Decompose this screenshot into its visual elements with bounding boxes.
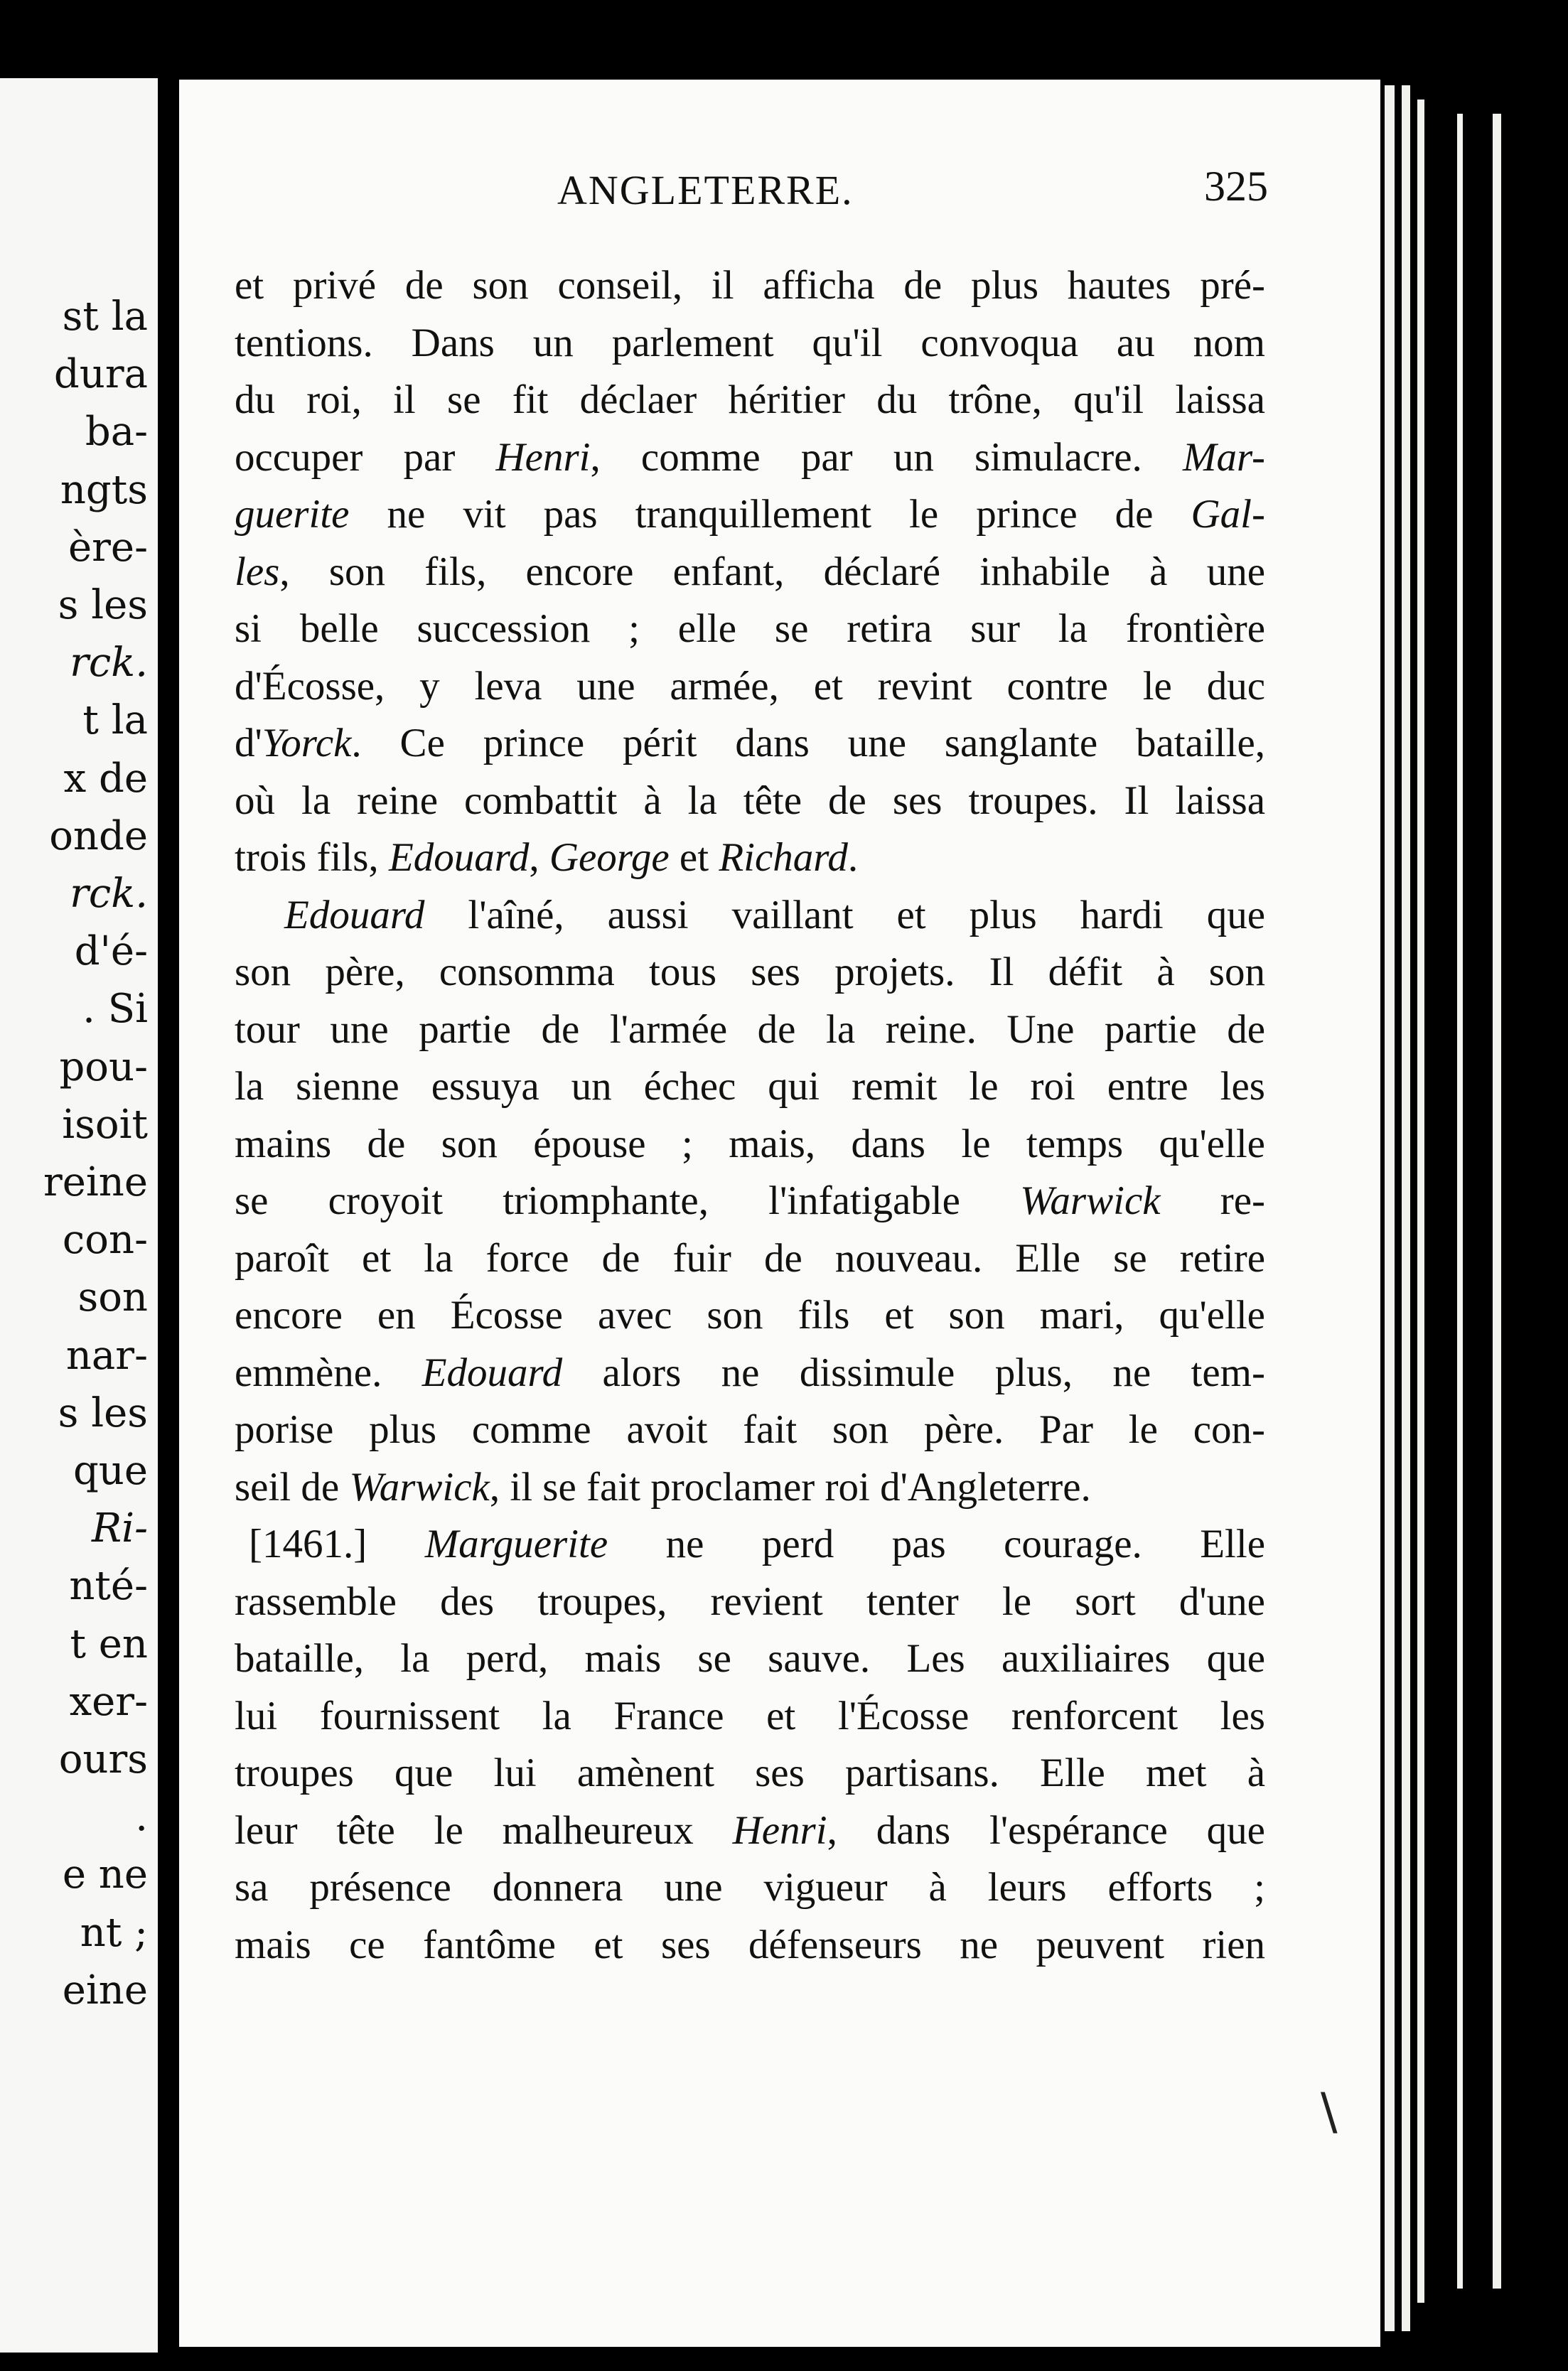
text-run: bataille, la perd, mais se sauve. Les auxiliaires que xyxy=(235,1636,1265,1681)
text-run: , dans l'espérance que xyxy=(827,1807,1265,1853)
previous-page-line: d'é- xyxy=(74,928,148,975)
text-line xyxy=(235,1802,1265,1860)
previous-page-line: x de xyxy=(63,755,148,802)
text-run: . xyxy=(847,835,859,880)
text-run: alors ne dissimule plus, ne tem- xyxy=(562,1350,1265,1395)
text-line xyxy=(235,1345,1265,1402)
text-line xyxy=(235,544,1265,601)
italic-name: guerite xyxy=(235,492,350,537)
previous-page-line: ngts xyxy=(60,466,148,513)
previous-page-line: e ne xyxy=(62,1851,148,1898)
previous-page-line: ours xyxy=(58,1736,148,1783)
text-run: mains de son épouse ; mais, dans le temps qu'elle xyxy=(235,1121,1265,1166)
italic-name: Henri xyxy=(495,434,591,480)
italic-name: Richard xyxy=(719,835,848,880)
italic-name: les xyxy=(235,549,280,594)
text-run: où la reine combattit à la tête de ses troupes. Il laissa xyxy=(235,778,1265,823)
previous-page-line: con- xyxy=(62,1217,148,1264)
text-run: re- xyxy=(1160,1178,1265,1223)
previous-page-line: pou- xyxy=(59,1043,148,1090)
previous-page-line: s les xyxy=(58,582,148,628)
text-run: ne perd pas courage. Elle xyxy=(608,1522,1265,1566)
text-run: lui fournissent la France et l'Écosse renforcent les xyxy=(235,1693,1265,1738)
previous-page-line: . Si xyxy=(82,986,148,1033)
previous-page-line: rck. xyxy=(70,871,148,917)
text-line xyxy=(235,1745,1265,1802)
body-text xyxy=(235,257,1265,1974)
text-run: ne vit pas tranquillement le prince de xyxy=(349,492,1191,537)
text-line xyxy=(235,486,1265,544)
previous-page-line: ba- xyxy=(85,409,148,456)
text-run: mais ce fantôme et ses défenseurs ne peuvent rien xyxy=(235,1922,1265,1967)
italic-name: Warwick xyxy=(1020,1178,1161,1223)
text-line xyxy=(235,429,1265,487)
previous-page-line: Ri- xyxy=(92,1505,148,1552)
text-run: encore en Écosse avec son fils et son mari, qu'elle xyxy=(235,1293,1265,1338)
text-run: , xyxy=(529,835,549,880)
page-number: 325 xyxy=(1204,163,1268,210)
previous-page-line: ère- xyxy=(68,524,148,571)
previous-page-line: . xyxy=(135,1794,148,1841)
italic-name: Gal- xyxy=(1191,492,1265,537)
text-run: emmène. xyxy=(235,1350,422,1395)
text-run: d'Écosse, y leva une armée, et revint contre le duc xyxy=(235,663,1265,709)
text-line xyxy=(235,1058,1265,1116)
text-line xyxy=(235,1859,1265,1917)
text-run: porise plus comme avoit fait son père. Par le con- xyxy=(235,1407,1265,1452)
text-line xyxy=(235,887,1265,945)
text-run: trois fils, xyxy=(235,835,389,880)
text-run: troupes que lui amènent ses partisans. Elle met à xyxy=(235,1751,1265,1795)
text-run: occuper par xyxy=(235,434,496,480)
previous-page-line: que xyxy=(73,1448,148,1494)
italic-name: Marguerite xyxy=(424,1522,608,1566)
text-run: la xyxy=(635,377,665,422)
previous-page-line: eine xyxy=(62,1967,148,2014)
text-run: er héritier du trône, qu'il laissa xyxy=(665,377,1265,422)
text-run: tour une partie de l'armée de la reine. Une partie de xyxy=(235,1006,1265,1052)
text-line xyxy=(235,257,1265,315)
text-run: leur tête le malheureux xyxy=(235,1807,733,1853)
text-run: du roi, il se fit déc xyxy=(235,377,636,422)
italic-name: Mar- xyxy=(1182,434,1265,480)
italic-name: Edouard xyxy=(388,835,530,880)
text-line xyxy=(235,1001,1265,1059)
previous-page-line: s les xyxy=(58,1389,148,1436)
text-line xyxy=(235,829,1265,887)
previous-page-line: nt ; xyxy=(80,1909,148,1956)
text-run: si belle succession ; elle se retira sur la frontière xyxy=(235,606,1265,651)
text-line xyxy=(235,1402,1265,1459)
italic-name: Warwick xyxy=(349,1464,490,1510)
text-line xyxy=(235,773,1265,830)
page-edge-2 xyxy=(1402,85,1410,2331)
text-run: , il se fait proclamer roi d'Angleterre. xyxy=(489,1464,1091,1510)
text-run: tentions. Dans un parlement qu'il convoqua au nom xyxy=(235,320,1265,365)
previous-page-line: nté- xyxy=(69,1563,148,1610)
previous-page-line: son xyxy=(77,1274,148,1321)
previous-page-line: st la xyxy=(62,294,148,340)
text-line xyxy=(235,1917,1265,1974)
previous-page-line: xer- xyxy=(69,1678,148,1725)
running-title: ANGLETERRE. xyxy=(557,167,854,213)
text-run: la sienne essuya un échec qui remit le roi entre les xyxy=(235,1064,1265,1109)
previous-page-line: onde xyxy=(49,812,148,859)
text-run: . Ce prince périt dans une sanglante bataille, xyxy=(351,721,1265,765)
text-line xyxy=(235,1230,1265,1288)
text-line xyxy=(235,601,1265,658)
italic-name: George xyxy=(549,835,670,880)
page-edge-4 xyxy=(1457,114,1463,2289)
page-edge-1 xyxy=(1385,85,1395,2331)
text-line xyxy=(235,1516,1265,1574)
text-run: se croyoit triomphante, l'infatigable xyxy=(235,1178,1021,1223)
text-run: son père, consomma tous ses projets. Il défit à son xyxy=(235,950,1265,994)
text-run: et privé de son conseil, il afficha de plus hautes pré- xyxy=(235,263,1265,308)
text-run: d' xyxy=(235,721,262,765)
text-line xyxy=(235,1630,1265,1688)
italic-name: Edouard xyxy=(421,1350,563,1395)
previous-page-line: rck. xyxy=(70,640,148,687)
page-edge-3 xyxy=(1417,100,1424,2303)
text-line xyxy=(235,658,1265,716)
previous-page-line: reine xyxy=(43,1159,148,1205)
text-line xyxy=(235,1688,1265,1746)
stray-mark: \ xyxy=(1321,2082,1338,2141)
text-line xyxy=(235,1287,1265,1345)
previous-page-line: dura xyxy=(53,351,148,398)
italic-name: Edouard xyxy=(284,892,425,937)
text-line xyxy=(235,1173,1265,1230)
book-page xyxy=(179,80,1380,2347)
text-line xyxy=(235,372,1265,429)
page-edge-5 xyxy=(1493,114,1501,2289)
text-line xyxy=(235,1116,1265,1173)
text-run: paroît et la force de fuir de nouveau. Elle se retire xyxy=(235,1235,1265,1281)
text-run: l'aîné, aussi vaillant et plus hardi que xyxy=(424,892,1265,937)
text-run: sa présence donnera une vigueur à leurs efforts ; xyxy=(235,1865,1265,1910)
text-line xyxy=(235,1459,1265,1517)
previous-page-line: isoit xyxy=(62,1101,148,1148)
text-line xyxy=(235,715,1265,773)
text-run: , comme par un simulacre. xyxy=(590,434,1183,480)
italic-name: Yorck xyxy=(262,721,352,765)
previous-page-line: nar- xyxy=(65,1332,148,1379)
previous-page-line: t en xyxy=(70,1620,148,1667)
text-run: et xyxy=(669,835,719,880)
previous-page-line: t la xyxy=(82,697,148,744)
previous-page-fragment xyxy=(0,78,158,2353)
text-run: rassemble des troupes, revient tenter le sort d'une xyxy=(235,1579,1265,1624)
text-line xyxy=(235,315,1265,372)
text-run: , son fils, encore enfant, déclaré inhabile à une xyxy=(279,549,1265,594)
text-run: [1461.] xyxy=(249,1522,425,1566)
italic-name: Henri xyxy=(732,1807,827,1853)
text-line xyxy=(235,1574,1265,1631)
text-run: seil de xyxy=(235,1464,350,1510)
text-line xyxy=(235,944,1265,1001)
